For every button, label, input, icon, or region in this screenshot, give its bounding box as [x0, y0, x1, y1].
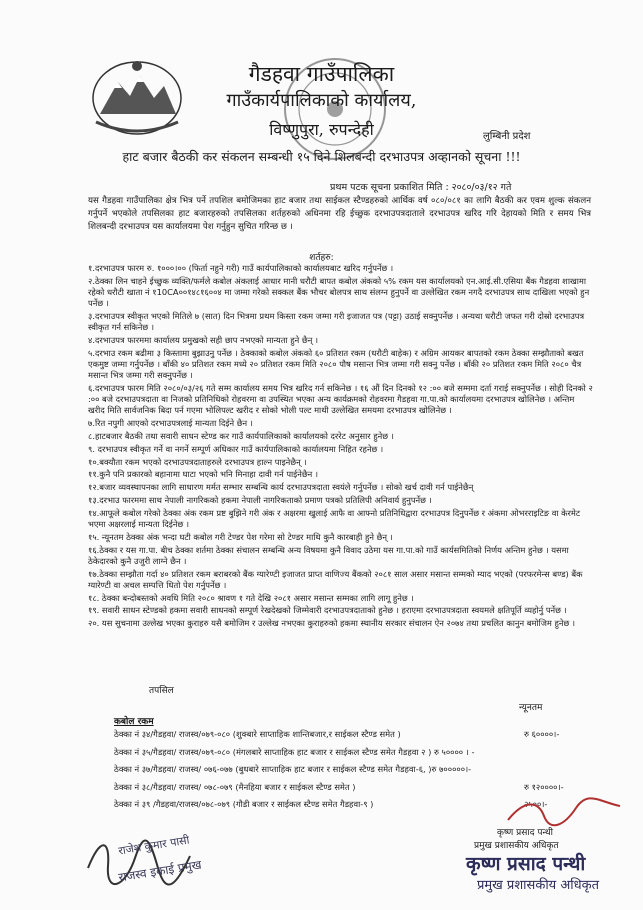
left-signatory-name: राजेश कुमार पासी: [117, 833, 191, 858]
condition-item: १५. न्यूनतम ठेक्का अंक भन्दा घटी कबोल गरी टेण्डर पेश गरेमा सो टेण्डर माथि कुनै कारबाही हुने छैन् ।: [88, 531, 393, 542]
row-description: ठेक्का नं ३४/गैडहवा/ राजस्व/०७९-०८० (शुक्बारे साप्ताहिक शान्तिबजार,र साईकल स्टैण्ड समेत ): [114, 729, 401, 739]
row-description: ठेक्का नं ३८/गैडहवा/ राजस्व/ ०७८-०७९ (मैनहिया बजार र साईकल स्टैण्ड समेत ): [114, 781, 356, 792]
schedule-row: [114, 747, 594, 765]
municipality-name: गैडहवा गाउँपालिका: [248, 62, 395, 86]
intro-paragraph: यस गैडहवा गाउँपालिका क्षेत्र भित्र पर्ने तपशिल बमोजिमका हाट बजार तथा साईकल स्टैण्डहरुको आर्थिक वर्ष ०८०/०८१ का लागि बैठकी कर एवम शुल्क संकलन गर्नुपर्ने भएकोले तपसिलका हाट बजारहरुको तपसिलका शर्तहरुको अधिनमा रहि ईच्छुक दरभाउपत्रदाताले दरभाउपत्र खरिद गरि देहायको मिति र समय भित्र शिलबन्दी दरभाउपत्र यस कार्यालयमा पेश गर्नुहुन सुचित गरिन्छ छ ।: [88, 196, 591, 233]
condition-item: २०. यस सुचनामा उल्लेख भएका कुराहरु यसै बमोजिम र उल्लेख नभएका कुराहरुको हकमा स्थानीय सरकार संचालन ऐन २०७४ तथा प्रचलित कानुन बमोजिम हुनेछ ।: [88, 618, 576, 629]
condition-item: ७.रित नपुगी आएको दरभाउपत्रलाई मान्यता दिईने छैन ।: [88, 418, 253, 429]
condition-item: १३.दरभाउ फारममा साथ नेपाली नागरिकको हकमा नेपाली नागरिकताको प्रमाण पत्रको प्रतिलिपी अनिवार्य हुनुपर्नेछ ।: [88, 494, 432, 505]
condition-item: ५.दरभाउ रकम बढीमा ३ किस्तामा बुझाउनु पर्नेछ । ठेक्काको कबोल अंकको ६० प्रतिशत रकम (धरौटी बाहेक) र अग्रिम आयकर बापतको रकम ठेक्का सम्झौताको बखत एकमुष्ट जम्मा गर्नुपर्नेछ । बाँकी ४० प्रतिशत रकम मध्ये २० प्रतिशत रकम मिति २०८० पौष मसान्त भित्र जम्मा गरी सक्नु पर्नेछ । बाँकी २० प्रतिशत रकम मिति २०८० चैत्र मसान्त भित्र जम्मा गरी सक्नुपर्नेछ ।: [88, 347, 584, 381]
condition-item: ८.हाटबजार बैठकी तथा सवारी साधन स्टेण्ड कर गाउँ कार्यपालिकाको कार्यालयको दररेट अनुसार हुनेछ ।: [88, 431, 394, 441]
condition-item: ११.कुनै पनि प्रकारको बहानामा घाटा भएको भनि मिनाहा दावी गर्न पाईनेछैन ।: [88, 469, 319, 480]
condition-item: १.दरभाउपत्र फारम रु. १०००।०० (फिर्ता नहुने गरी) गाउँ कार्यपालिकाको कार्यालयबाट खरिद गर्नुपर्नेछ ।: [88, 263, 394, 273]
row-amount: रु ६००००।-: [524, 729, 560, 739]
schedule-heading: तपसिल: [149, 686, 174, 696]
condition-item: २.ठेक्का लिन चाहने ईच्छुक व्यक्ति/फर्मले कबोल अंकलाई आधार मानी धरौटी बापत कबोल अंकको ५% रकम यस कार्यालयको एन.आई.सी.एसिया बैंक गैडहवा शाखामा रहेको धरौटी खाता नं १10CA००१४८१६००४ मा जम्मा गरेको सक्कल बैंक भौचर बोलपत्र साथ संलग्न हुनुपर्ने वा उल्लेखित रकम नगदै दरभाउपत्र साथ दाखिला भएको हुन पर्नेछ ।: [88, 275, 590, 309]
province-name: लुम्बिनी प्रदेश: [483, 131, 531, 142]
condition-item: १९. सवारी साधन स्टेण्डको हकमा सवारी साधनको सम्पूर्ण रेखदेखको जिम्मेवारी दरभाउपत्रदाताको हुनेछ । हराएमा दरभाउपत्रदाता स्वयमले क्षतिपूर्ति व्यहोर्नु पर्नेछ ।: [88, 605, 567, 616]
condition-item: १७.ठेक्का सम्झौता गर्दा ४० प्रतिशत रकम बराबरको बैंक ग्यारेण्टी इजाजत प्राप्त वाणिज्य बैंकको २०८१ साल असार मसान्त सम्मको म्याद भएको (परफरमेन्स बण्ड) बैंक ग्यारेण्टी वा अचल सम्पत्ति धितो पेश गर्नुपर्नेछ ।: [88, 568, 583, 590]
condition-item: १२.बजार व्यवस्थापनका लागि साधारण मर्मत सम्भार सम्बन्धि कार्य दरभाउपत्रदाता स्वयंले गर्नुपर्नेछ । सोको खर्च दावी गर्न पाईनेछैन्: [88, 482, 474, 493]
conditions-heading: शर्तहरु:: [309, 253, 334, 263]
office-name: गाउँकार्यपालिकाको कार्यालय,: [226, 90, 417, 111]
publish-date: प्रथम पटक सूचना प्रकाशित मिति : २०८०/०३/१२ गते: [330, 182, 512, 193]
right-signature-icon: [504, 796, 624, 828]
schedule-row: [114, 729, 594, 747]
official-name: कृष्ण प्रसाद पन्थी: [497, 828, 553, 838]
minimum-label: न्यूनतम: [519, 703, 543, 713]
condition-item: ४.दरभाउपत्र फारममा कार्यालय प्रमुखको सही छाप नभएको मान्यता हुने छैन् ।: [88, 335, 319, 345]
notice-title: हाट बजार बैठकी कर संकलन सम्बन्धी १५ दिने शिलबन्दी दरभाउपत्र अव्हानको सूचना !!!: [122, 149, 521, 164]
condition-item: १४.आफूले कबोल गरेको ठेक्का अंक रकम प्रष्ट बुझिने गरी अंक र अक्षरमा खुलाई आफै वा आफ्नो प्रतिनिधिद्वारा दरभाउपत्र दिनुपर्नेछ र अंकमा ओभरराइटिङ वा केरमेट भएमा अक्षरलाई मान्यता दिईनेछ ।: [88, 507, 581, 529]
condition-item: १०.बक्यौता रकम भएको दरभाउपत्रदाताहरुले दरभाउपत्र हाल्न पाइनेछैन् ।: [88, 456, 307, 467]
stamp-name: कृष्ण प्रसाद पन्थी: [466, 853, 586, 875]
office-location: विष्णुपुरा, रुपन्देही: [269, 120, 374, 139]
row-description: ठेक्का नं ३७/गैडहवा/ राजस्व/ ०७६-०७७ (बुधबारे साप्ताहिक हाट बजार र साईकल स्टैण्ड समेत गैडहवा-६, )रु ७०००००।-: [114, 764, 472, 774]
left-signatory-role: राजस्व इकाई प्रमुख: [117, 857, 203, 885]
conditions-list: [88, 263, 593, 631]
condition-item: ६.दरभाउपत्र फारम मिति २०८०/०३/२६ गते सम्म कार्यालय समय भित्र खरिद गर्न सकिनेछ । १६ औं दिन दिनको १२ :०० बजे सम्ममा दर्ता गराई सक्नुपर्नेछ । सोही दिनको २ :०० बजे दरभाउपत्रदाता वा निजको प्रतिनिधिको रोहवरमा वा उपस्थित भएका अन्य कार्यक्रमको रोहवरमा गैडहवा गा.पा.को कार्यालयमा दरभाउपत्र खोलिनेछ । अन्तिम खरीद मिति सार्वजनिक बिदा पर्न गएमा भोलिपल्ट खरीद र सोको भोली पल्ट माथी उल्लेखित समयमा दरभाउपत्र खोलिनेछ ।: [88, 383, 593, 416]
official-role: प्रमुख प्रशासकीय अधिकृत: [474, 841, 559, 851]
condition-item: ३.दरभाउपत्र स्वीकृत भएको मितिले ७ (सात) दिन भित्रमा प्रथम किस्ता रकम जम्मा गरी इजाजत पत्र (पट्टा) उठाई सक्नुपर्नेछ । अन्यथा धरौटी जफत गरी दोस्रो दरभाउपत्र स्वीकृत गर्न सकिनेछ ।: [88, 311, 585, 333]
row-amount: रु १२००००।-: [524, 781, 564, 792]
row-description: ठेक्का नं ३५/गैडहवा/ राजस्व/०७९-०८० (मंगलबारे साप्ताहिक हाट बजार र साईकल स्टैण्ड समेत गैडहवा २ ) रु ५०००० । -: [114, 746, 475, 757]
stamp-role: प्रमुख प्रशासकीय अधिकृत: [477, 878, 600, 893]
row-amount: २५००।-: [524, 799, 548, 809]
condition-item: १६.ठेक्का र यस गा.पा. बीच ठेक्का शर्तमा ठेक्का संचालन सम्बन्धि अन्य विषयमा कुनै विवाद उठेमा यस गा.पा.को गाउँ कार्यसमितिको निर्णय अन्तिम हुनेछ । यसमा ठेकेदारको कुनै उजुरी लाग्ने छैन ।: [88, 544, 569, 566]
schedule-row: [114, 764, 594, 782]
condition-item: १८. ठेक्का बन्दोबस्तको अवधि मिति २०८० श्रावण १ गते देखि २०८१ असार मसान्त सम्मका लागि लागू हुनेछ ।: [88, 592, 414, 603]
condition-item: ९. दरभाउपत्र स्वीकृत गर्ने वा नगर्ने सम्पूर्ण अधिकार गाउँ कार्यपालिकाको कार्यालयमा निहित रहनेछ ।: [88, 443, 384, 454]
bid-amount-label: कबोल रकम: [114, 717, 154, 727]
row-description: ठेक्का नं ३९ /गैडहवा/राजस्व/०७८-०७९ (गौडी बजार र साईकल स्टैण्ड समेत गैडहवा-९ ): [114, 799, 374, 809]
